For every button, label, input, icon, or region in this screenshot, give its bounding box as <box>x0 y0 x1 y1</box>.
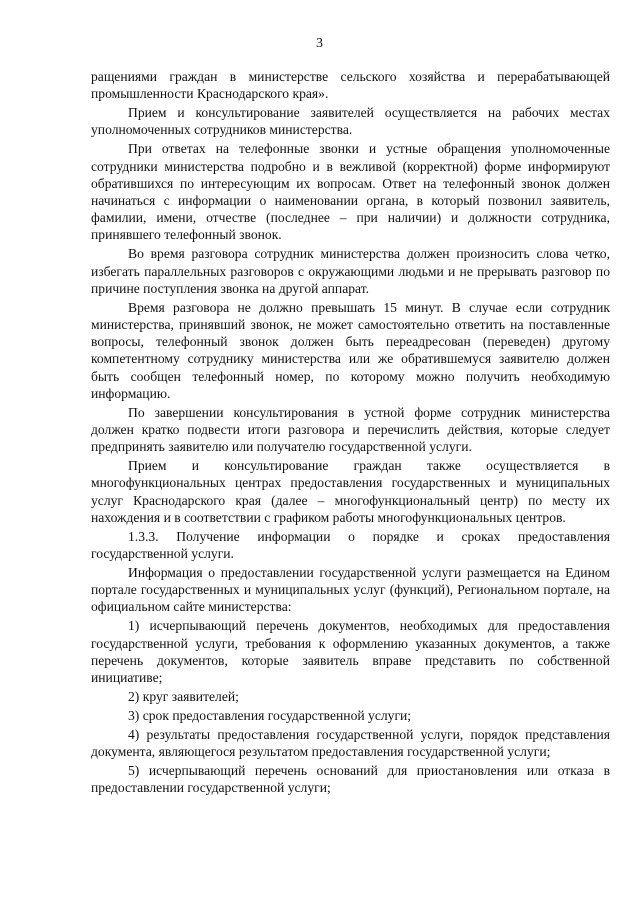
paragraph: По завершении консультирования в устной форме сотрудник министерства должен кратко подвести итоги разговора и перечислить действия, которые следует предпринять заявителю или получателю государственной услуги. <box>91 404 610 455</box>
paragraph: При ответах на телефонные звонки и устные обращения уполномоченные сотрудники министерства подробно и в вежливой (корректной) форме информируют обратившихся по интересующим их вопросам. Ответ на телефонный звонок должен начинаться с информации о наименовании органа, в который позвонил заявитель, фамилии, имени, отчестве (последнее – при наличии) и должности сотрудника, принявшего телефонный звонок. <box>91 141 610 243</box>
list-item: 4) результаты предоставления государственной услуги, порядок представления документа, являющегося результатом предоставления государственной услуги; <box>91 727 610 760</box>
paragraph: Во время разговора сотрудник министерства должен произносить слова четко, избегать параллельных разговоров с окружающими людьми и не прерывать разговор по причине поступления звонка на другой аппарат. <box>91 246 610 296</box>
paragraph: Прием и консультирование заявителей осуществляется на рабочих местах уполномоченных сотрудников министерства. <box>91 105 610 138</box>
paragraph: Информация о предоставлении государственной услуги размещается на Едином портале государственных и муниципальных услуг (функций), Региональном портале, на официальном сайте министерства: <box>91 565 610 615</box>
page-number: 3 <box>316 36 323 51</box>
list-item: 5) исчерпывающий перечень оснований для приостановления или отказа в предоставлении государственной услуги; <box>91 763 610 796</box>
paragraph: ращениями граждан в министерстве сельского хозяйства и перерабатывающей промышленности Краснодарского края». <box>91 69 610 102</box>
paragraph: Время разговора не должно превышать 15 минут. В случае если сотрудник министерства, принявший звонок, не может самостоятельно ответить на поставленные вопросы, телефонный звонок должен быть переадресован (переведен) другому компетентному сотруднику министерства или же обратившемуся заявителю должен быть сообщен телефонный номер, по которому можно получить необходимую информацию. <box>91 299 610 401</box>
document-body <box>91 68 610 797</box>
list-item: 3) срок предоставления государственной услуги; <box>128 708 412 724</box>
list-item: 1) исчерпывающий перечень документов, необходимых для предоставления государственной услуги, требования к оформлению указанных документов, а также перечень документов, которые заявитель вправе представить по собственной инициативе; <box>91 618 610 686</box>
list-item: 2) круг заявителей; <box>128 689 239 705</box>
section-heading: 1.3.3. Получение информации о порядке и сроках предоставления государственной услуги. <box>91 528 610 562</box>
paragraph: Прием и консультирование граждан также осуществляется в многофункциональных центрах предоставления государственных и муниципальных услуг Краснодарского края (далее – многофункциональный центр) по месту их нахождения и в соответствии с графиком работы многофункциональных центров. <box>91 458 610 525</box>
